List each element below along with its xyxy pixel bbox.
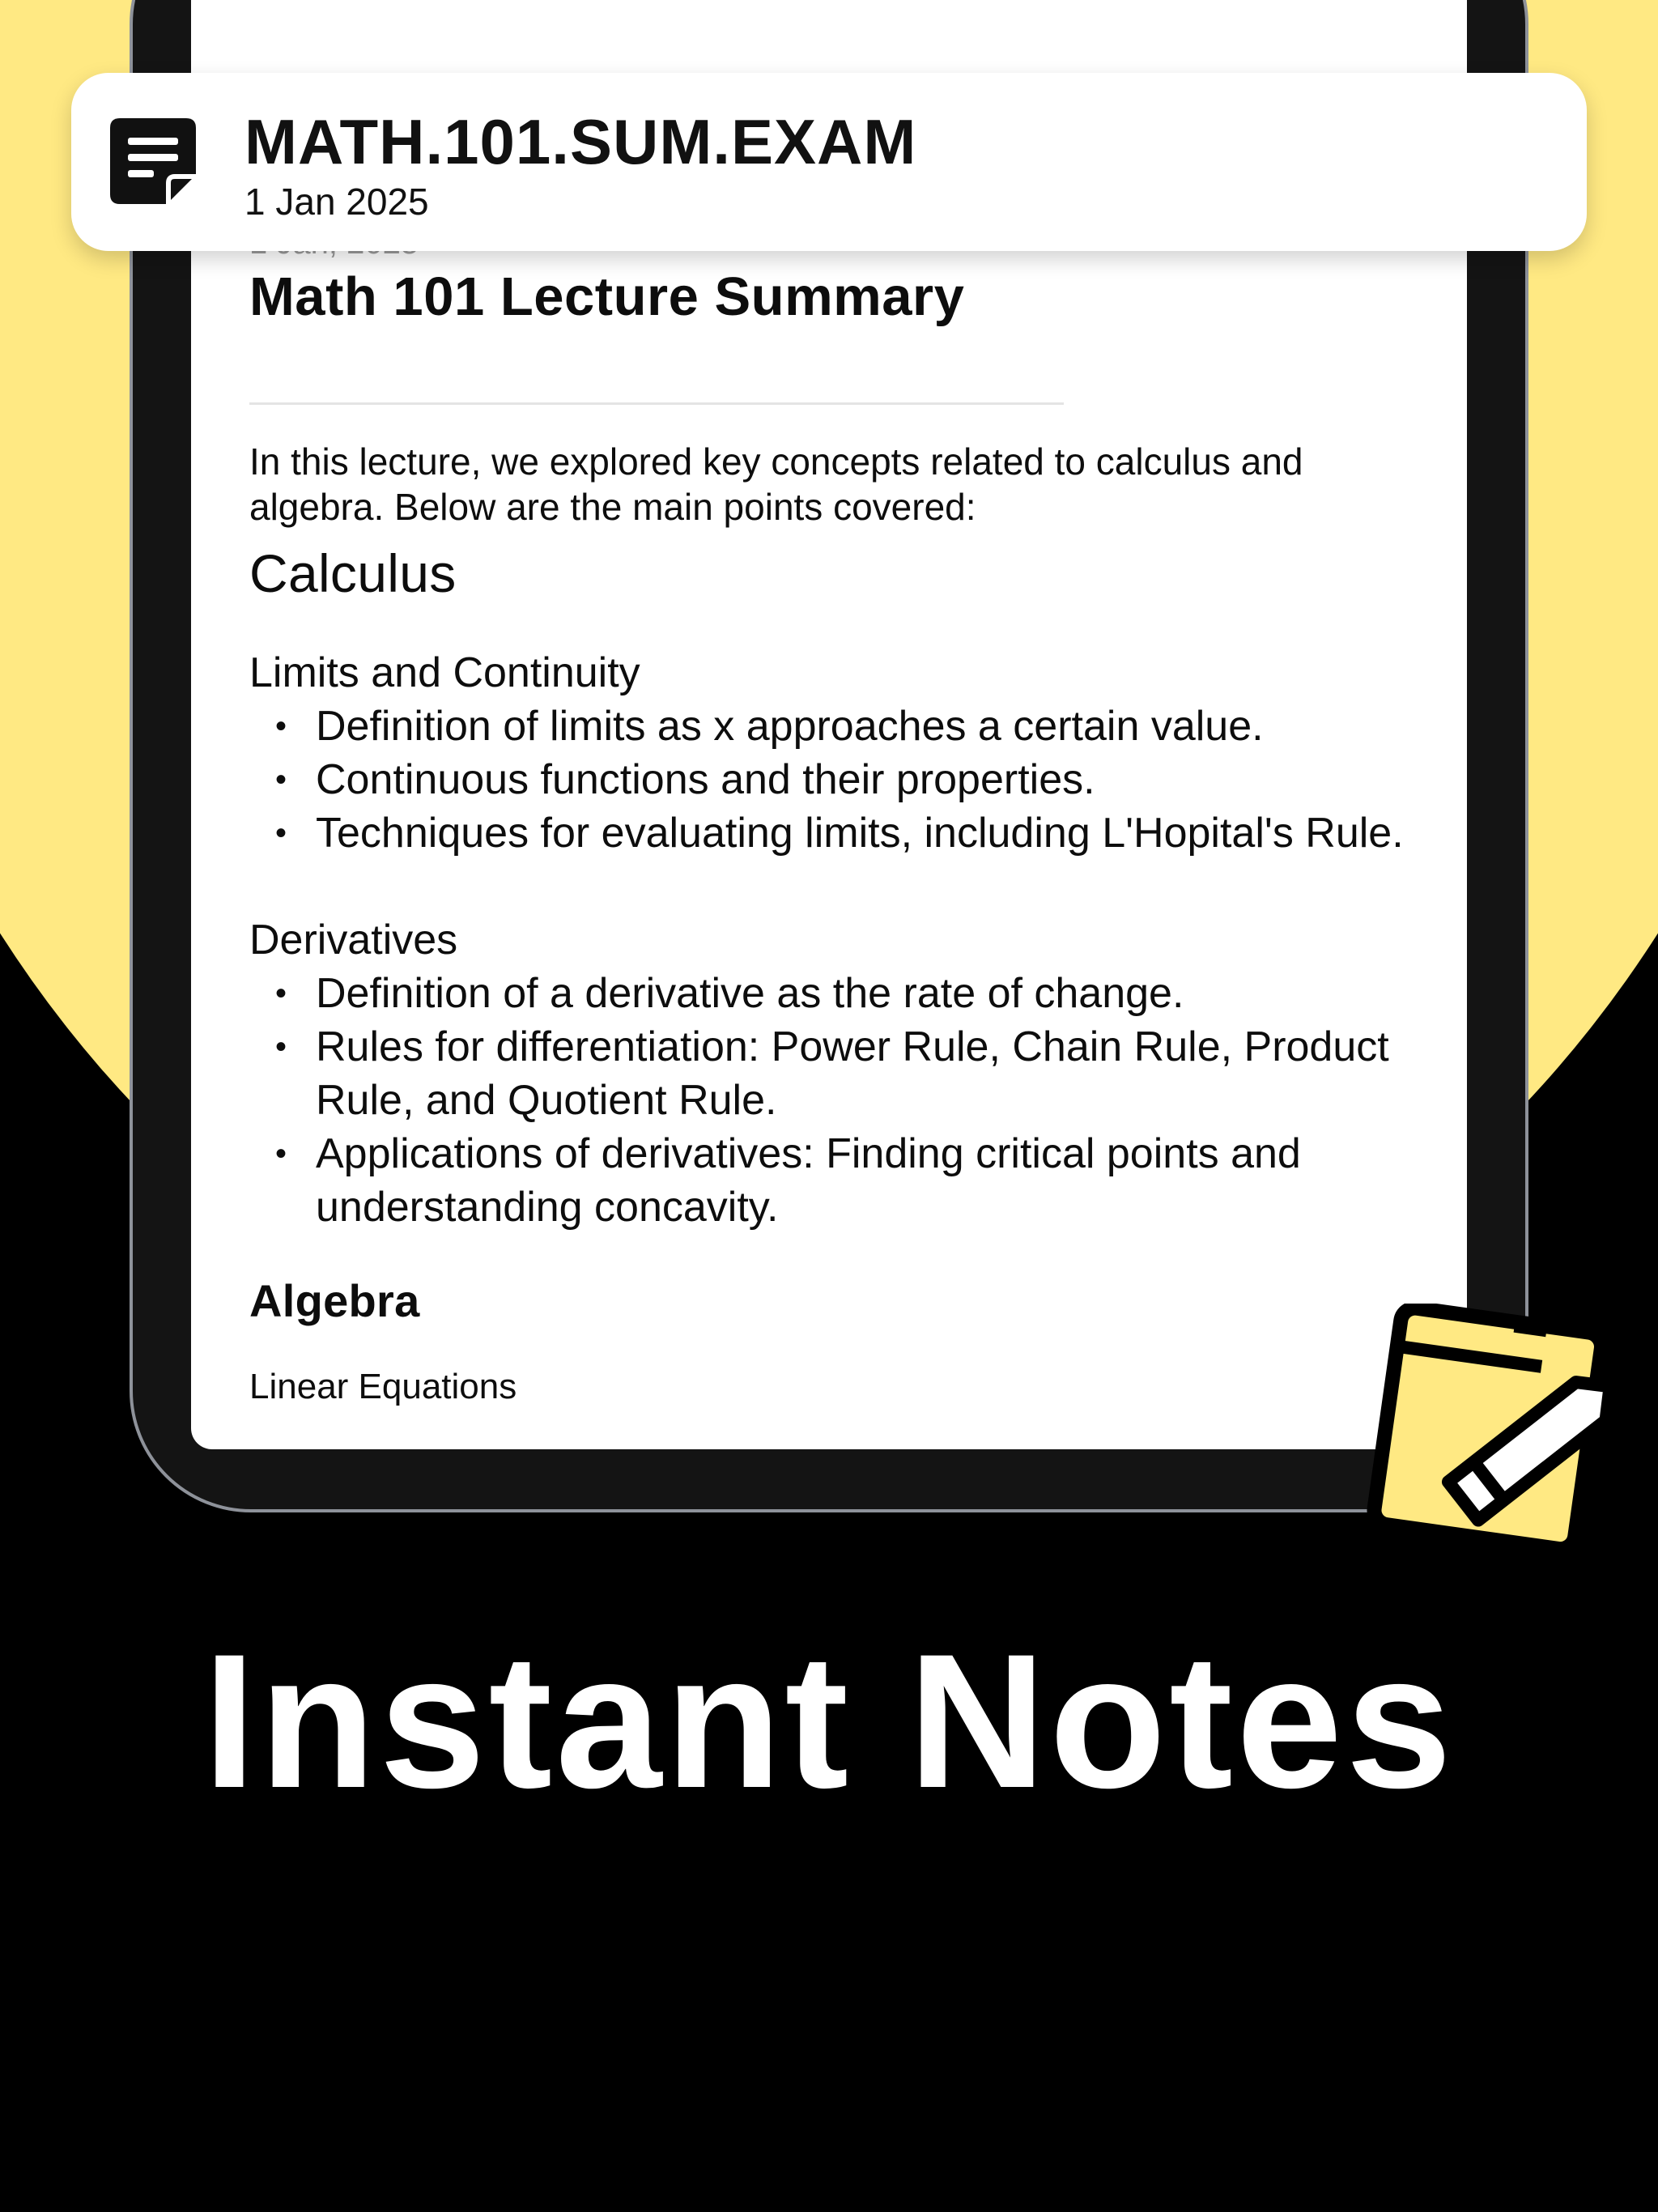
bullet-list-derivatives (249, 967, 1464, 1234)
list-item-text: Applications of derivatives: Finding critical points and understanding concavity. (316, 1130, 1301, 1231)
document-title: Math 101 Lecture Summary (249, 266, 965, 327)
note-edit-icon (1354, 1304, 1645, 1555)
list-item (249, 1020, 1464, 1127)
subsection-title-limits: Limits and Continuity (249, 649, 640, 696)
bullet-list-limits (249, 700, 1464, 860)
list-item (249, 700, 1464, 753)
bullet-dot: • (275, 815, 287, 851)
list-item-text: Continuous functions and their properties. (316, 756, 1095, 803)
list-item (249, 806, 1464, 860)
section-heading-calculus: Calculus (249, 543, 457, 603)
document-intro: In this lecture, we explored key concepts related to calculus and algebra. Below are the main points covered: (249, 440, 1303, 528)
list-item-text: Definition of limits as x approaches a certain value. (316, 703, 1264, 750)
subsection-title-linear-equations: Linear Equations (249, 1367, 517, 1406)
bullet-dot: • (275, 976, 287, 1011)
list-item (249, 967, 1464, 1020)
bullet-dot: • (275, 1136, 287, 1172)
bullet-dot: • (275, 762, 287, 798)
note-title: MATH.101.SUM.EXAM (244, 106, 917, 177)
promo-headline: Instant Notes (202, 1614, 1456, 1828)
title-divider (249, 402, 1064, 405)
list-item-text: Techniques for evaluating limits, including L'Hopital's Rule. (316, 810, 1404, 857)
list-item-text: Rules for differentiation: Power Rule, Chain Rule, Product Rule, and Quotient Rule. (316, 1023, 1389, 1124)
document-icon (110, 118, 196, 204)
section-heading-algebra: Algebra (249, 1275, 420, 1326)
list-item (249, 753, 1464, 806)
list-item (249, 1127, 1464, 1234)
subsection-title-derivatives: Derivatives (249, 917, 458, 963)
list-item-text: Definition of a derivative as the rate of change. (316, 970, 1184, 1017)
note-date: 1 Jan 2025 (244, 181, 429, 223)
bullet-dot: • (275, 1029, 287, 1065)
bullet-dot: • (275, 708, 287, 744)
note-title-card[interactable] (71, 73, 1587, 251)
